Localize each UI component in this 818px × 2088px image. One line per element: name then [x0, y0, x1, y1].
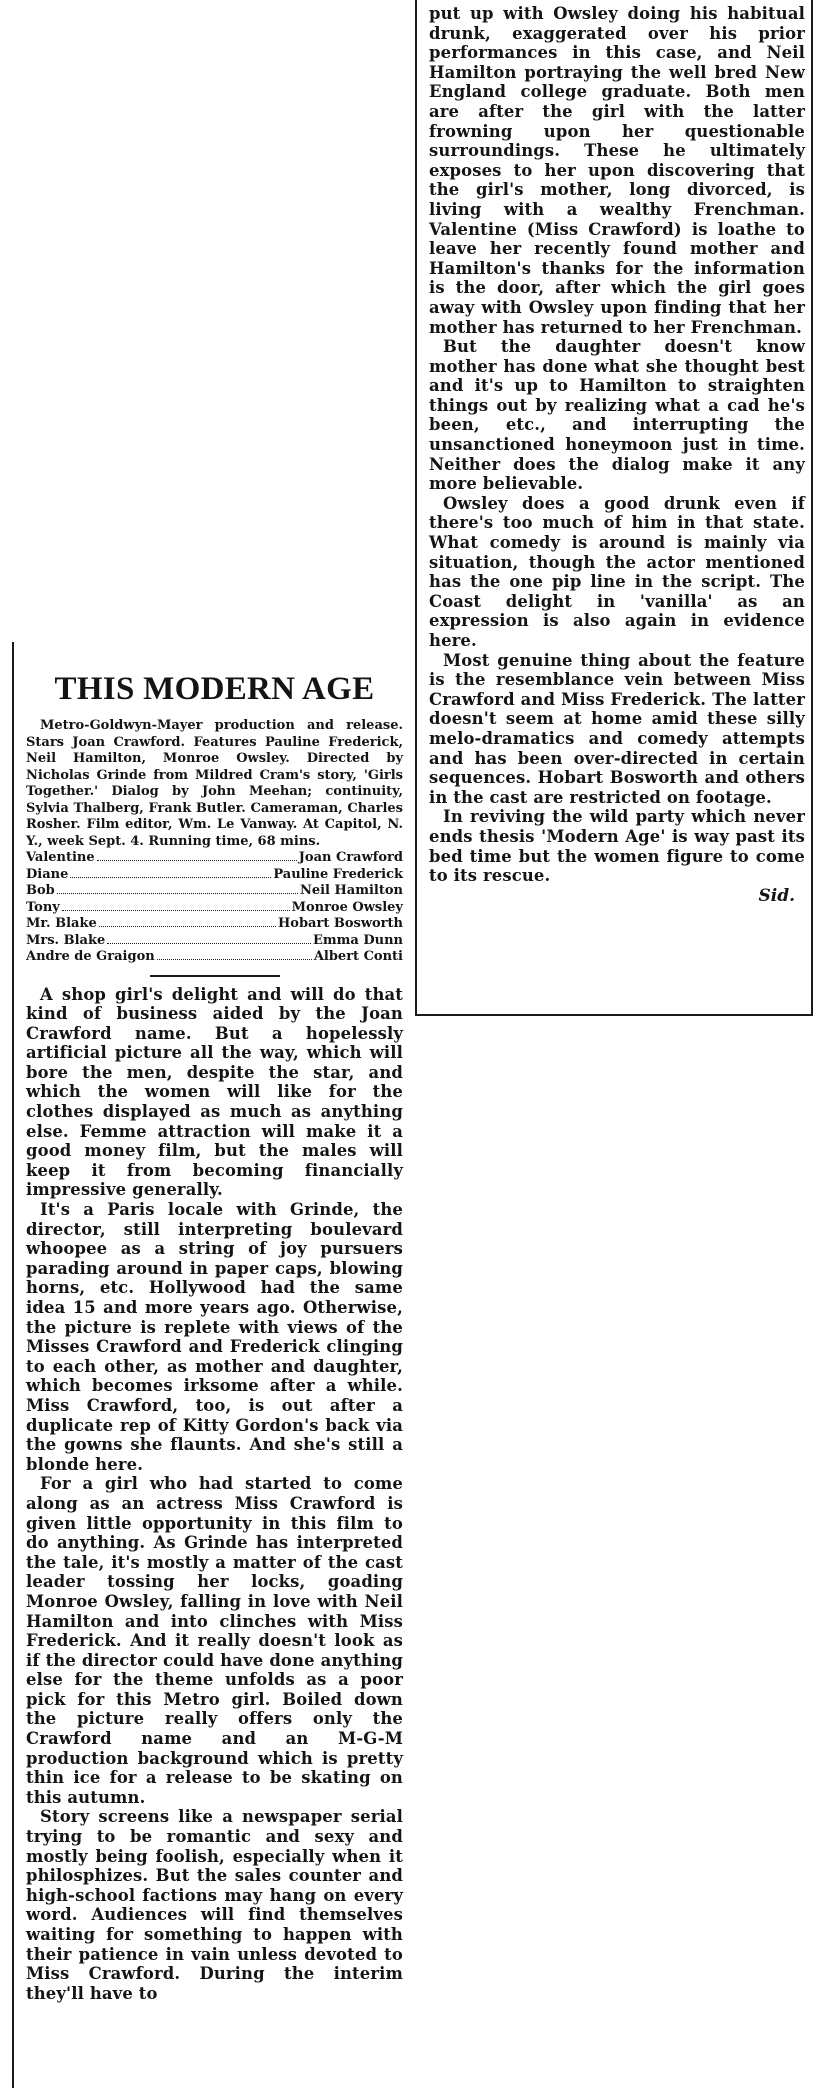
cast-role: Bob: [26, 883, 55, 898]
cast-actor: Hobart Bosworth: [278, 916, 403, 931]
review-paragraph: In reviving the wild party which never ends thesis 'Modern Age' is way past its bed time but the women figure to come to its rescue.: [429, 807, 805, 886]
cast-role: Diane: [26, 866, 69, 882]
production-credits: Metro-Goldwyn-Mayer production and release. Stars Joan Crawford. Features Pauline Frederick, Neil Hamilton, Monroe Owsley. Directed by Nicholas Grinde from Mildred Cram's story, 'Girls Together.' Dialog by John Meehan; continuity, Sylvia Thalberg, Frank Butler. Cameraman, Charles Rosher. Film editor, Wm. Le Vanway. At Capitol, N. Y., week Sept. 4. Running time, 68 mins.: [26, 718, 403, 849]
review-paragraph: Story screens like a newspaper serial trying to be romantic and sexy and mostly being foolish, especially when it philosphizes. But the sales counter and high-school factions may hang on every word. Audiences will find themselves waiting for something to happen with their patience in vain unless devoted to Miss Crawford. During the interim they'll have to: [26, 1807, 403, 2003]
cast-entry: [26, 900, 403, 917]
cast-entry: [26, 867, 403, 884]
cast-entry: [26, 916, 403, 933]
cast-actor: Pauline Frederick: [273, 866, 403, 882]
cast-role: Valentine: [26, 850, 95, 865]
cast-role: Mrs. Blake: [26, 932, 106, 948]
cast-entry: [26, 850, 403, 867]
cast-role: Andre de Graigon: [26, 949, 155, 964]
review-paragraph: For a girl who had started to come along as an actress Miss Crawford is given little opportunity in this film to do anything. As Grinde has interpreted the tale, it's mostly a matter of the cast leader tossing her locks, goading Monroe Owsley, falling in love with Neil Hamilton and into clinches with Miss Frederick. And it really doesn't look as if the director could have done anything else for the theme unfolds as a poor pick for this Metro girl. Boiled down the picture really offers only the Crawford name and an M-G-M production background which is pretty thin ice for a release to be skating on this autumn.: [26, 1474, 403, 1807]
leader-dots: [157, 959, 312, 960]
section-divider: [150, 975, 280, 977]
cast-actor: Monroe Owsley: [291, 899, 403, 915]
cast-actor: Emma Dunn: [313, 932, 403, 948]
cast-list: [26, 850, 403, 966]
review-paragraph: Most genuine thing about the feature is the resemblance vein between Miss Crawford and Miss Frederick. The latter doesn't seem at home amid these silly melo-dramatics and comedy attempts and has been over-directed in certain sequences. Hobart Bosworth and others in the cast are restricted on footage.: [429, 650, 805, 807]
cast-actor: Albert Conti: [313, 949, 403, 964]
leader-dots: [62, 910, 290, 911]
review-paragraph: A shop girl's delight and will do that kind of business aided by the Joan Crawford name. But a hopelessly artificial picture all the way, which will bore the men, despite the star, and which the women will like for the clothes displayed as much as anything else. Femme attraction will make it a good money film, but the males will keep it from becoming financially impressive generally.: [26, 984, 403, 1200]
cast-entry: [26, 933, 403, 950]
leader-dots: [97, 860, 297, 861]
leader-dots: [99, 926, 276, 927]
cast-role: Tony: [26, 899, 60, 915]
review-paragraph: put up with Owsley doing his habitual drunk, exaggerated over his prior performances in this case, and Neil Hamilton portraying the well bred New England college graduate. Both men are after the girl with the latter frowning upon her questionable surroundings. These he ultimately exposes to her upon discovering that the girl's mother, long divorced, is living with a wealthy Frenchman. Valentine (Miss Crawford) is loathe to leave her recently found mother and Hamilton's thanks for the information is the door, after which the girl goes away with Owsley upon finding that her mother has returned to her Frenchman.: [429, 4, 805, 337]
review-paragraph: It's a Paris locale with Grinde, the director, still interpreting boulevard whoopee as a string of joy pursuers parading around in paper caps, blowing horns, etc. Hollywood had the same idea 15 and more years ago. Otherwise, the picture is replete with views of the Misses Crawford and Frederick clinging to each other, as mother and daughter, which becomes irksome after a while. Miss Crawford, too, is out after a duplicate rep of Kitty Gordon's back via the gowns she flaunts. And she's still a blonde here.: [26, 1200, 403, 1474]
reviewer-signature: Sid.: [758, 885, 795, 906]
review-right-column: [415, 0, 813, 1016]
leader-dots: [107, 943, 311, 944]
cast-entry: [26, 949, 403, 966]
review-paragraph: But the daughter doesn't know mother has done what she thought best and it's up to Hamilton to straighten things out by realizing what a cad he's been, etc., and interrupting the unsanctioned honeymoon just in time. Neither does the dialog make it any more believable.: [429, 337, 805, 494]
review-headline: THIS MODERN AGE: [54, 671, 375, 707]
review-paragraph: Owsley does a good drunk even if there's too much of him in that state. What comedy is around is mainly via situation, though the actor mentioned has the one pip line in the script. The Coast delight in 'vanilla' as an expression is also again in evidence here.: [429, 493, 805, 650]
leader-dots: [57, 893, 298, 894]
leader-dots: [70, 877, 271, 878]
cast-role: Mr. Blake: [26, 916, 97, 931]
cast-entry: [26, 883, 403, 900]
cast-actor: Neil Hamilton: [299, 883, 403, 898]
cast-actor: Joan Crawford: [298, 850, 403, 865]
review-left-column: [12, 642, 409, 2088]
